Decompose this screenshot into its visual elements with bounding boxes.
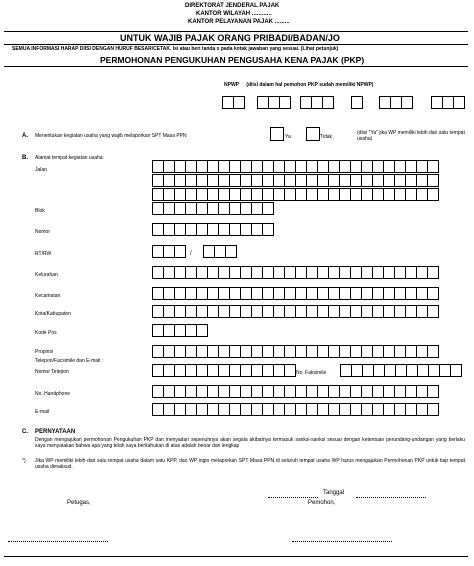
telepon-field[interactable] xyxy=(152,364,295,376)
form-subject: UNTUK WAJIB PAJAK ORANG PRIBADI/BADAN/JO xyxy=(120,33,340,43)
char-box[interactable] xyxy=(453,96,465,109)
section-a-note: (diisi "Ya" jika WP memiliki lebih dari satu tempat usaha) xyxy=(357,130,465,142)
rt-field[interactable] xyxy=(152,245,185,257)
handphone-label: No. Handphone xyxy=(35,391,71,397)
char-box[interactable] xyxy=(427,305,439,318)
kecamatan-label: Kecamatan xyxy=(35,293,61,299)
char-box[interactable] xyxy=(427,403,439,416)
kodepos-field[interactable] xyxy=(152,324,207,336)
npwp-hint: (diisi dalam hal pemohon PKP sudah memiliki NPWP) xyxy=(246,82,374,88)
statement-text: Dengan mengajukan permohonan Pengukuhan PKP dan menyadari sepenuhnya akan segala akibatnya termasuk sanksi-sanksi sesuai dengan ketentuan perundang-undangan yang berlaku saya menyatakan bahwa apa yang telah saya beritahukan di atas adalah benar dan lengkap xyxy=(35,437,465,449)
header-regional-office: KANTOR WILAYAH ............ xyxy=(196,11,272,17)
bottom-rule xyxy=(4,556,468,557)
pemohon-signature-line xyxy=(292,541,392,542)
rtrw-slash: / xyxy=(190,251,192,257)
char-box[interactable] xyxy=(427,160,439,173)
header-directorate: DIREKTORAT JENDERAL PAJAK xyxy=(185,3,280,9)
jalan-field-row-2[interactable] xyxy=(152,174,438,186)
propinsi-label: Propinsi xyxy=(35,349,54,355)
char-box[interactable] xyxy=(262,223,274,236)
email-field[interactable] xyxy=(152,403,438,415)
top-rule xyxy=(4,31,468,32)
rtrw-label: RT/RW xyxy=(35,251,52,257)
subject-rule xyxy=(4,44,468,45)
section-c-letter: C. xyxy=(22,429,28,435)
petugas-label: Petugas, xyxy=(67,500,91,506)
npwp-group-1[interactable] xyxy=(222,96,244,108)
jalan-field-row-1[interactable] xyxy=(152,160,438,172)
kecamatan-field[interactable] xyxy=(152,287,438,299)
char-box[interactable] xyxy=(174,245,186,258)
jalan-field-row-3[interactable] xyxy=(152,188,438,200)
nomor-field[interactable] xyxy=(152,223,273,235)
instruction-text: SEMUA INFORMASI HARAP DIISI DENGAN HURUF BESAR/CETAK. Isi atau beri tanda x pada kotak jawaban yang sesuai. (Lihat petunjuk) xyxy=(12,46,339,52)
blok-field[interactable] xyxy=(152,202,273,214)
no-checkbox[interactable] xyxy=(306,127,320,141)
telepon-header: Telepon/Facsimile dan E-mail : xyxy=(35,358,104,364)
npwp-label xyxy=(224,82,373,88)
char-box[interactable] xyxy=(262,202,274,215)
npwp-group-3[interactable] xyxy=(300,96,333,108)
char-box[interactable] xyxy=(427,287,439,300)
npwp-label-text: NPWP xyxy=(224,82,239,88)
char-box[interactable] xyxy=(427,345,439,358)
npwp-group-2[interactable] xyxy=(257,96,290,108)
section-a-question: Menentukan kegiatan usaha yang wajib melaporkan SPT Masa PPN xyxy=(35,133,187,139)
char-box[interactable] xyxy=(401,96,413,109)
section-b-letter: B. xyxy=(22,155,28,161)
petugas-signature-line xyxy=(8,541,108,542)
note-mark: *) xyxy=(22,458,26,464)
form-title: PERMOHONAN PENGUKUHAN PENGUSAHA KENA PAJAK (PKP) xyxy=(100,55,365,65)
blok-label: Blok xyxy=(35,208,45,214)
jalan-label: Jalan xyxy=(35,167,47,173)
char-box[interactable] xyxy=(225,245,237,258)
title-rule xyxy=(4,66,468,67)
npwp-group-5[interactable] xyxy=(379,96,412,108)
no-label: Tidak xyxy=(320,134,333,140)
rw-field[interactable] xyxy=(203,245,236,257)
kelurahan-label: Kelurahan xyxy=(35,272,58,278)
yes-label: Ya xyxy=(285,134,291,140)
char-box[interactable] xyxy=(427,174,439,187)
char-box[interactable] xyxy=(322,96,334,109)
char-box[interactable] xyxy=(284,364,296,377)
section-c-title: PERNYATAAN xyxy=(35,429,76,435)
kelurahan-field[interactable] xyxy=(152,266,438,278)
kodepos-label: Kode Pos xyxy=(35,330,57,336)
npwp-group-6[interactable] xyxy=(431,96,464,108)
propinsi-field[interactable] xyxy=(152,345,438,357)
date-label: Tanggal xyxy=(323,490,345,496)
handphone-field[interactable] xyxy=(152,385,438,397)
email-label: E-mail xyxy=(35,409,50,415)
char-box[interactable] xyxy=(427,266,439,279)
kota-label: Kota/Kabupaten xyxy=(35,311,71,317)
date-value-dots xyxy=(356,497,426,498)
header-tax-office: KANTOR PELAYANAN PAJAK ......... xyxy=(188,19,290,25)
char-box[interactable] xyxy=(279,96,291,109)
nomor-telepon-label: Nomor Telepon xyxy=(35,369,69,375)
char-box[interactable] xyxy=(450,364,462,377)
char-box[interactable] xyxy=(427,188,439,201)
pemohon-label: Pemohon, xyxy=(308,500,336,506)
npwp-group-4[interactable] xyxy=(351,96,362,108)
nomor-label: Nomor xyxy=(35,229,51,235)
yes-checkbox[interactable] xyxy=(270,127,284,141)
char-box[interactable] xyxy=(427,385,439,398)
char-box[interactable] xyxy=(196,324,208,337)
faksimile-label: No. Faksimile xyxy=(296,370,327,376)
faksimile-field[interactable] xyxy=(340,364,461,376)
kota-field[interactable] xyxy=(152,305,438,317)
char-box[interactable] xyxy=(351,96,363,109)
date-dots xyxy=(268,497,318,498)
char-box[interactable] xyxy=(233,96,245,109)
section-b-title: Alamat tempat kegiatan usaha: xyxy=(35,155,104,161)
footnote-text: Jika WP memiliki lebih dari satu tempat usaha dalam satu KPP, dan WP ingin melaporkan SPT Masa PPN di seluruh tempat usaha WP harus mengajukan Permohonan PKP untuk tiap tempat usaha dimaksud. xyxy=(35,458,465,470)
section-a-letter: A. xyxy=(22,133,28,139)
